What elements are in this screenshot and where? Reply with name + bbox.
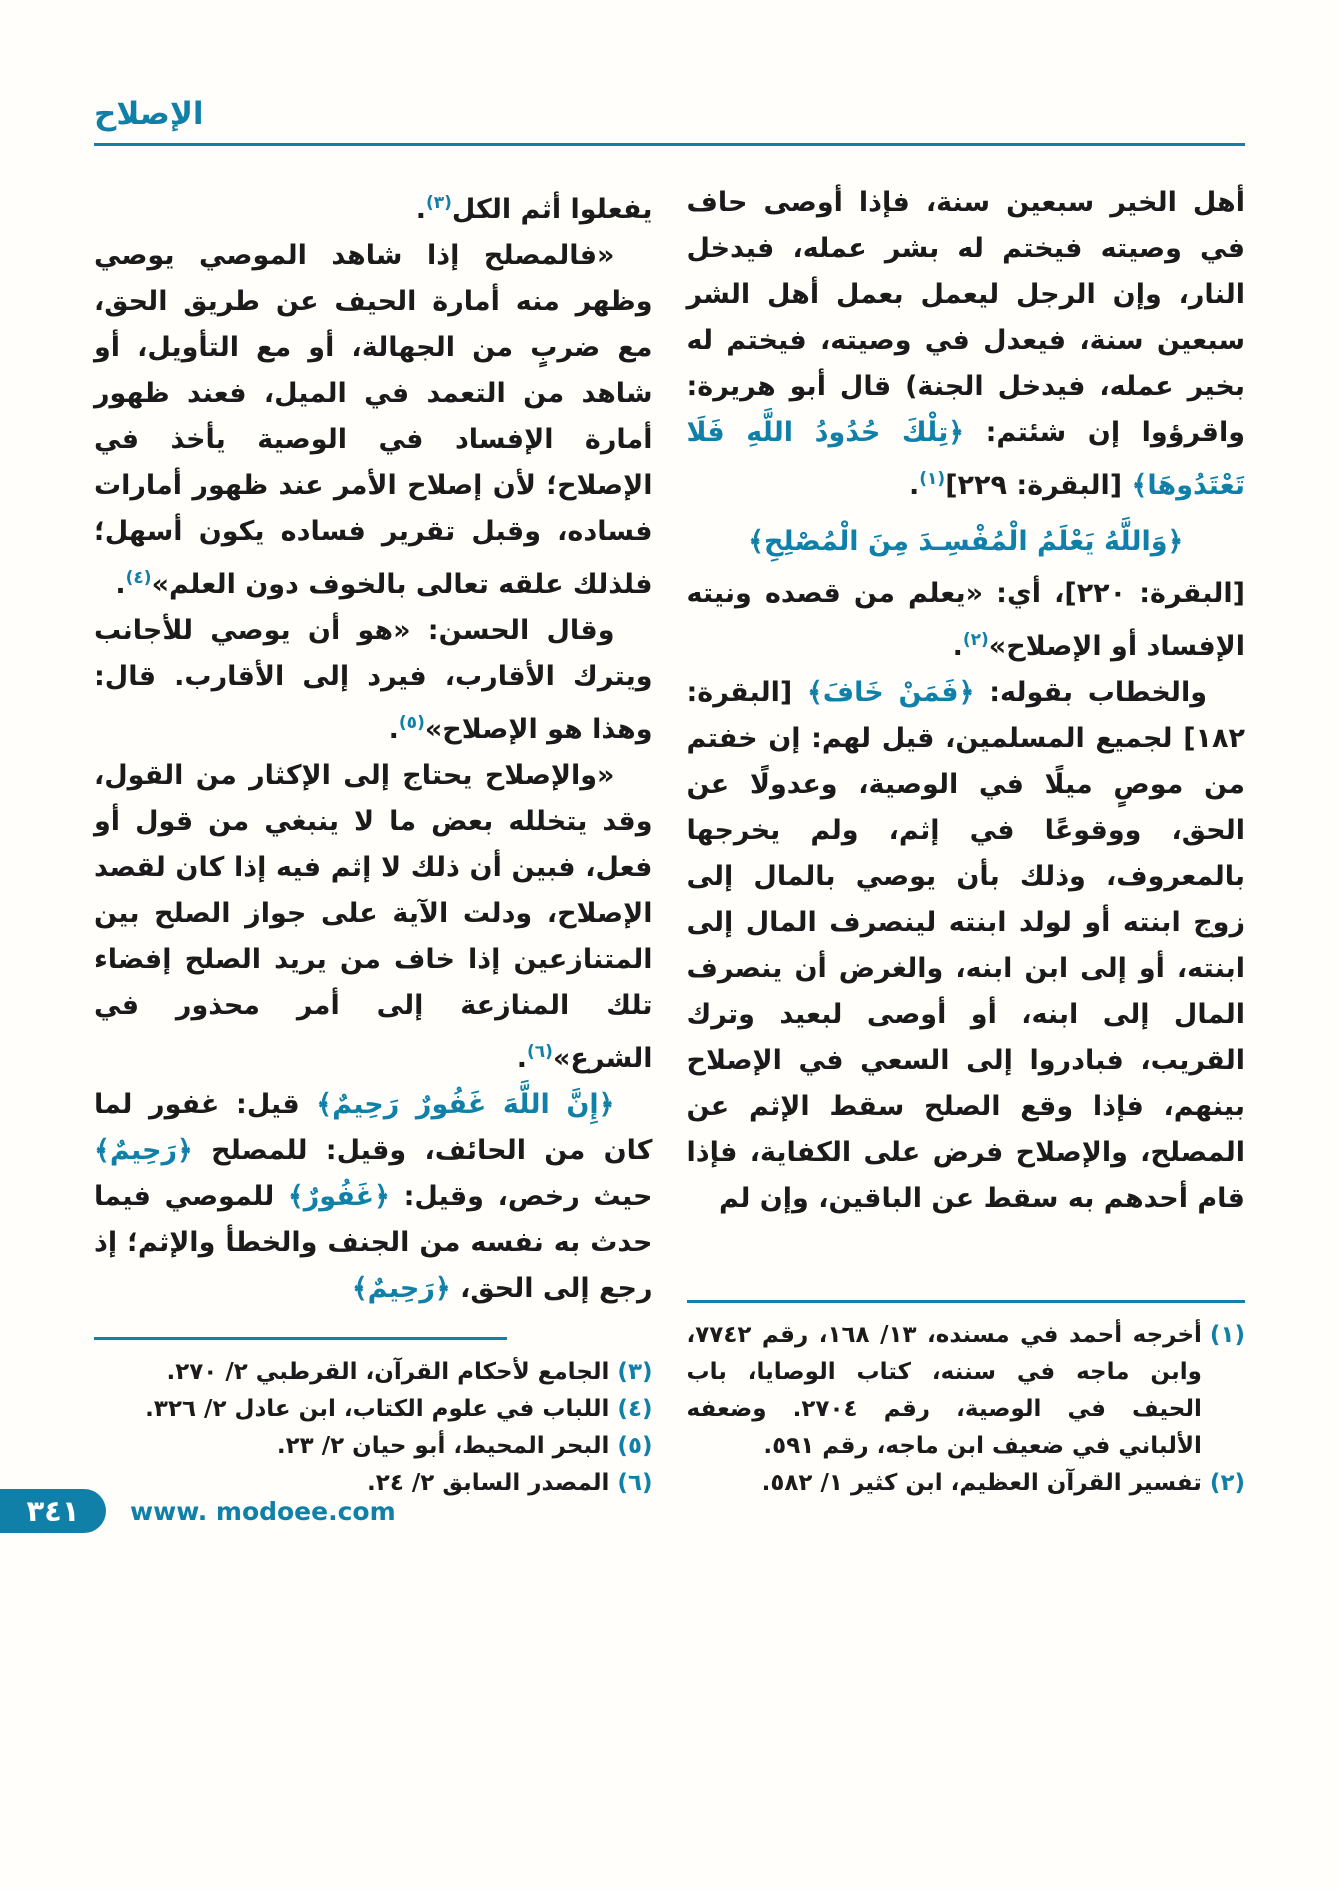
footnote — [94, 1354, 653, 1391]
footnote-number: (٣) — [617, 1359, 653, 1386]
paragraph — [94, 233, 653, 608]
body-text: حيث رخص، وقيل: — [389, 1181, 653, 1213]
footnote-number: (٤) — [617, 1396, 653, 1423]
footnote-separator-rule — [94, 1337, 507, 1340]
body-text: أهل الخير سبعين سنة، فإذا أوصى حاف في وصيته فيختم له بشر عمله، فيدخل النار، وإن الرجل ليعمل بعمل أهل الشر سبعين سنة، فيعدل في وصيته، فيختم له بخير عمله، فيدخل الجنة) قال أبو هريرة: واقرؤوا إن شئتم: — [686, 187, 1245, 449]
footnote-number: (٦) — [617, 1470, 653, 1497]
paragraph — [687, 180, 1246, 509]
body-text: يفعلوا أثم الكل — [451, 194, 653, 226]
footnote-text: أخرجه أحمد في مسنده، ١٣/ ١٦٨، رقم ٧٧٤٢، وابن ماجه في سننه، كتاب الوصايا، باب الحيف في الوصية، رقم ٢٧٠٤. وضعفه الألباني في ضعيف ابن ماجه، رقم ٥٩١. — [686, 1322, 1202, 1460]
paragraph — [94, 753, 653, 1082]
body-text: قيل: غفور لما كان من الحائف، وقيل: للمصلح — [94, 1089, 653, 1167]
footnote-text: تفسير القرآن العظيم، ابن كثير ١/ ٥٨٢. — [761, 1470, 1202, 1497]
footnote-number: (٥) — [617, 1433, 653, 1460]
paragraph — [687, 571, 1246, 670]
footnote-separator-rule — [687, 1300, 1246, 1303]
column-right-body — [687, 180, 1246, 1222]
body-text: . — [115, 569, 126, 601]
footnote-number: (١) — [1209, 1322, 1245, 1349]
body-text: [البقرة: ٢٢٠]، أي: «يعلم من قصده ونيته الإفساد أو الإصلاح» — [686, 578, 1245, 663]
quran-verse: ﴿رَحِيمٌ﴾ — [94, 1135, 193, 1167]
footnote — [687, 1317, 1246, 1465]
footnote — [94, 1391, 653, 1428]
footnote-reference-marker: (١) — [919, 469, 946, 490]
body-text: [البقرة: ١٨٢] لجميع المسلمين، قيل لهم: إن خفتم من موصٍ ميلًا في الوصية، وعدولًا عن الحق، ووقوعًا في إثم، ولم يخرجها بالمعروف، وذلك بأن يوصي بالمال إلى زوج ابنته أو لولد ابنته لينصرف المال إلى ابنته، أو إلى ابن ابنه، والغرض أن ينصرف المال إلى ابنه، أو أوصى لبعيد وترك القريب، فبادروا إلى السعي في الإصلاح بينهم، فإذا وقع الصلح سقط الإثم عن المصلح، والإصلاح فرض على الكفاية، فإذا قام أحدهم به سقط عن الباقين، وإن لم — [686, 677, 1245, 1215]
footnote-text: المصدر السابق ٢/ ٢٤. — [367, 1470, 610, 1497]
column-right — [687, 180, 1246, 1502]
paragraph — [94, 1082, 653, 1312]
footnote — [94, 1428, 653, 1465]
footnote — [687, 1465, 1246, 1502]
quran-verse: ﴿فَمَنْ خَافَ﴾ — [806, 677, 975, 709]
page-number: ٣٤١ — [26, 1494, 80, 1528]
footnote-number: (٢) — [1209, 1470, 1245, 1497]
paragraph — [94, 608, 653, 753]
body-text: . — [908, 470, 920, 502]
footnote-text: اللباب في علوم الكتاب، ابن عادل ٢/ ٣٢٦. — [145, 1396, 610, 1423]
body-text: . — [415, 194, 426, 226]
body-text: . — [952, 631, 963, 663]
page-header — [94, 96, 1245, 146]
footnote-reference-marker: (٢) — [962, 630, 989, 651]
footnote-text: الجامع لأحكام القرآن، القرطبي ٢/ ٢٧٠. — [166, 1359, 610, 1386]
header-divider-rule — [94, 143, 1245, 146]
body-text: [البقرة: ٢٢٩] — [945, 470, 1132, 502]
page-number-badge — [0, 1489, 106, 1533]
chapter-title: الإصلاح — [94, 96, 204, 132]
body-text: «فالمصلح إذا شاهد الموصي يوصي وظهر منه أمارة الحيف عن طريق الحق، مع ضربٍ من الجهالة، أو مع التأويل، أو شاهد من التعمد في الميل، فعند ظهور أمارة الإفساد في الوصية يأخذ في الإصلاح؛ لأن إصلاح الأمر عند ظهور أمارات فساده، وقبل تقرير فساده يكون أسهل؛ فلذلك علقه تعالى بالخوف دون العلم» — [94, 240, 653, 601]
quran-verse: ﴿تِلْكَ حُدُودُ اللَّهِ فَلَا تَعْتَدُوهَا﴾ — [686, 417, 1245, 502]
body-text: «والإصلاح يحتاج إلى الإكثار من القول، وقد يتخلله بعض ما لا ينبغي من قول أو فعل، فبين أن ذلك لا إثم فيه إذا كان لقصد الإصلاح، ودلت الآية على جواز الصلح بين المتنازعين إذا خاف من يريد الصلح إفضاء تلك المنازعة إلى أمر محذور في الشرع» — [94, 760, 653, 1075]
quran-verse: ﴿غَفُورٌ﴾ — [287, 1181, 390, 1213]
quran-verse: ﴿إِنَّ اللَّهَ غَفُورٌ رَحِيمٌ﴾ — [316, 1089, 615, 1121]
footnote-reference-marker: (٦) — [526, 1042, 553, 1063]
column-left-body — [94, 180, 653, 1312]
footnotes-right — [687, 1317, 1246, 1502]
column-left — [94, 180, 653, 1502]
quran-verse: ﴿رَحِيمٌ﴾ — [351, 1273, 451, 1305]
paragraph — [94, 180, 653, 233]
footnotes-left — [94, 1354, 653, 1502]
column-left-footnote-area — [94, 1329, 653, 1502]
footnote-text: البحر المحيط، أبو حيان ٢/ ٢٣. — [276, 1433, 610, 1460]
paragraph — [687, 670, 1246, 1222]
footnote-reference-marker: (٤) — [125, 568, 152, 589]
text-columns — [94, 180, 1245, 1502]
body-text: وقال الحسن: «هو أن يوصي للأجانب ويترك الأقارب، فيرد إلى الأقارب. قال: وهذا هو الإصلاح» — [94, 615, 653, 746]
footnote-reference-marker: (٣) — [425, 193, 452, 214]
body-text: والخطاب بقوله: — [974, 677, 1207, 709]
body-text: للموصي فيما حدث به نفسه من الجنف والخطأ والإثم؛ إذ رجع إلى الحق، — [94, 1181, 653, 1305]
column-right-footnote-area — [687, 1292, 1246, 1502]
quran-verse: ﴿وَاللَّهُ يَعْلَمُ الْمُفْسِـدَ مِنَ الْمُصْلِحِ﴾ — [748, 526, 1184, 558]
body-text: . — [516, 1043, 527, 1075]
paragraph — [687, 519, 1246, 565]
body-text: . — [388, 714, 399, 746]
footnote-reference-marker: (٥) — [398, 713, 425, 734]
website-url: www. modoee.com — [130, 1497, 396, 1526]
